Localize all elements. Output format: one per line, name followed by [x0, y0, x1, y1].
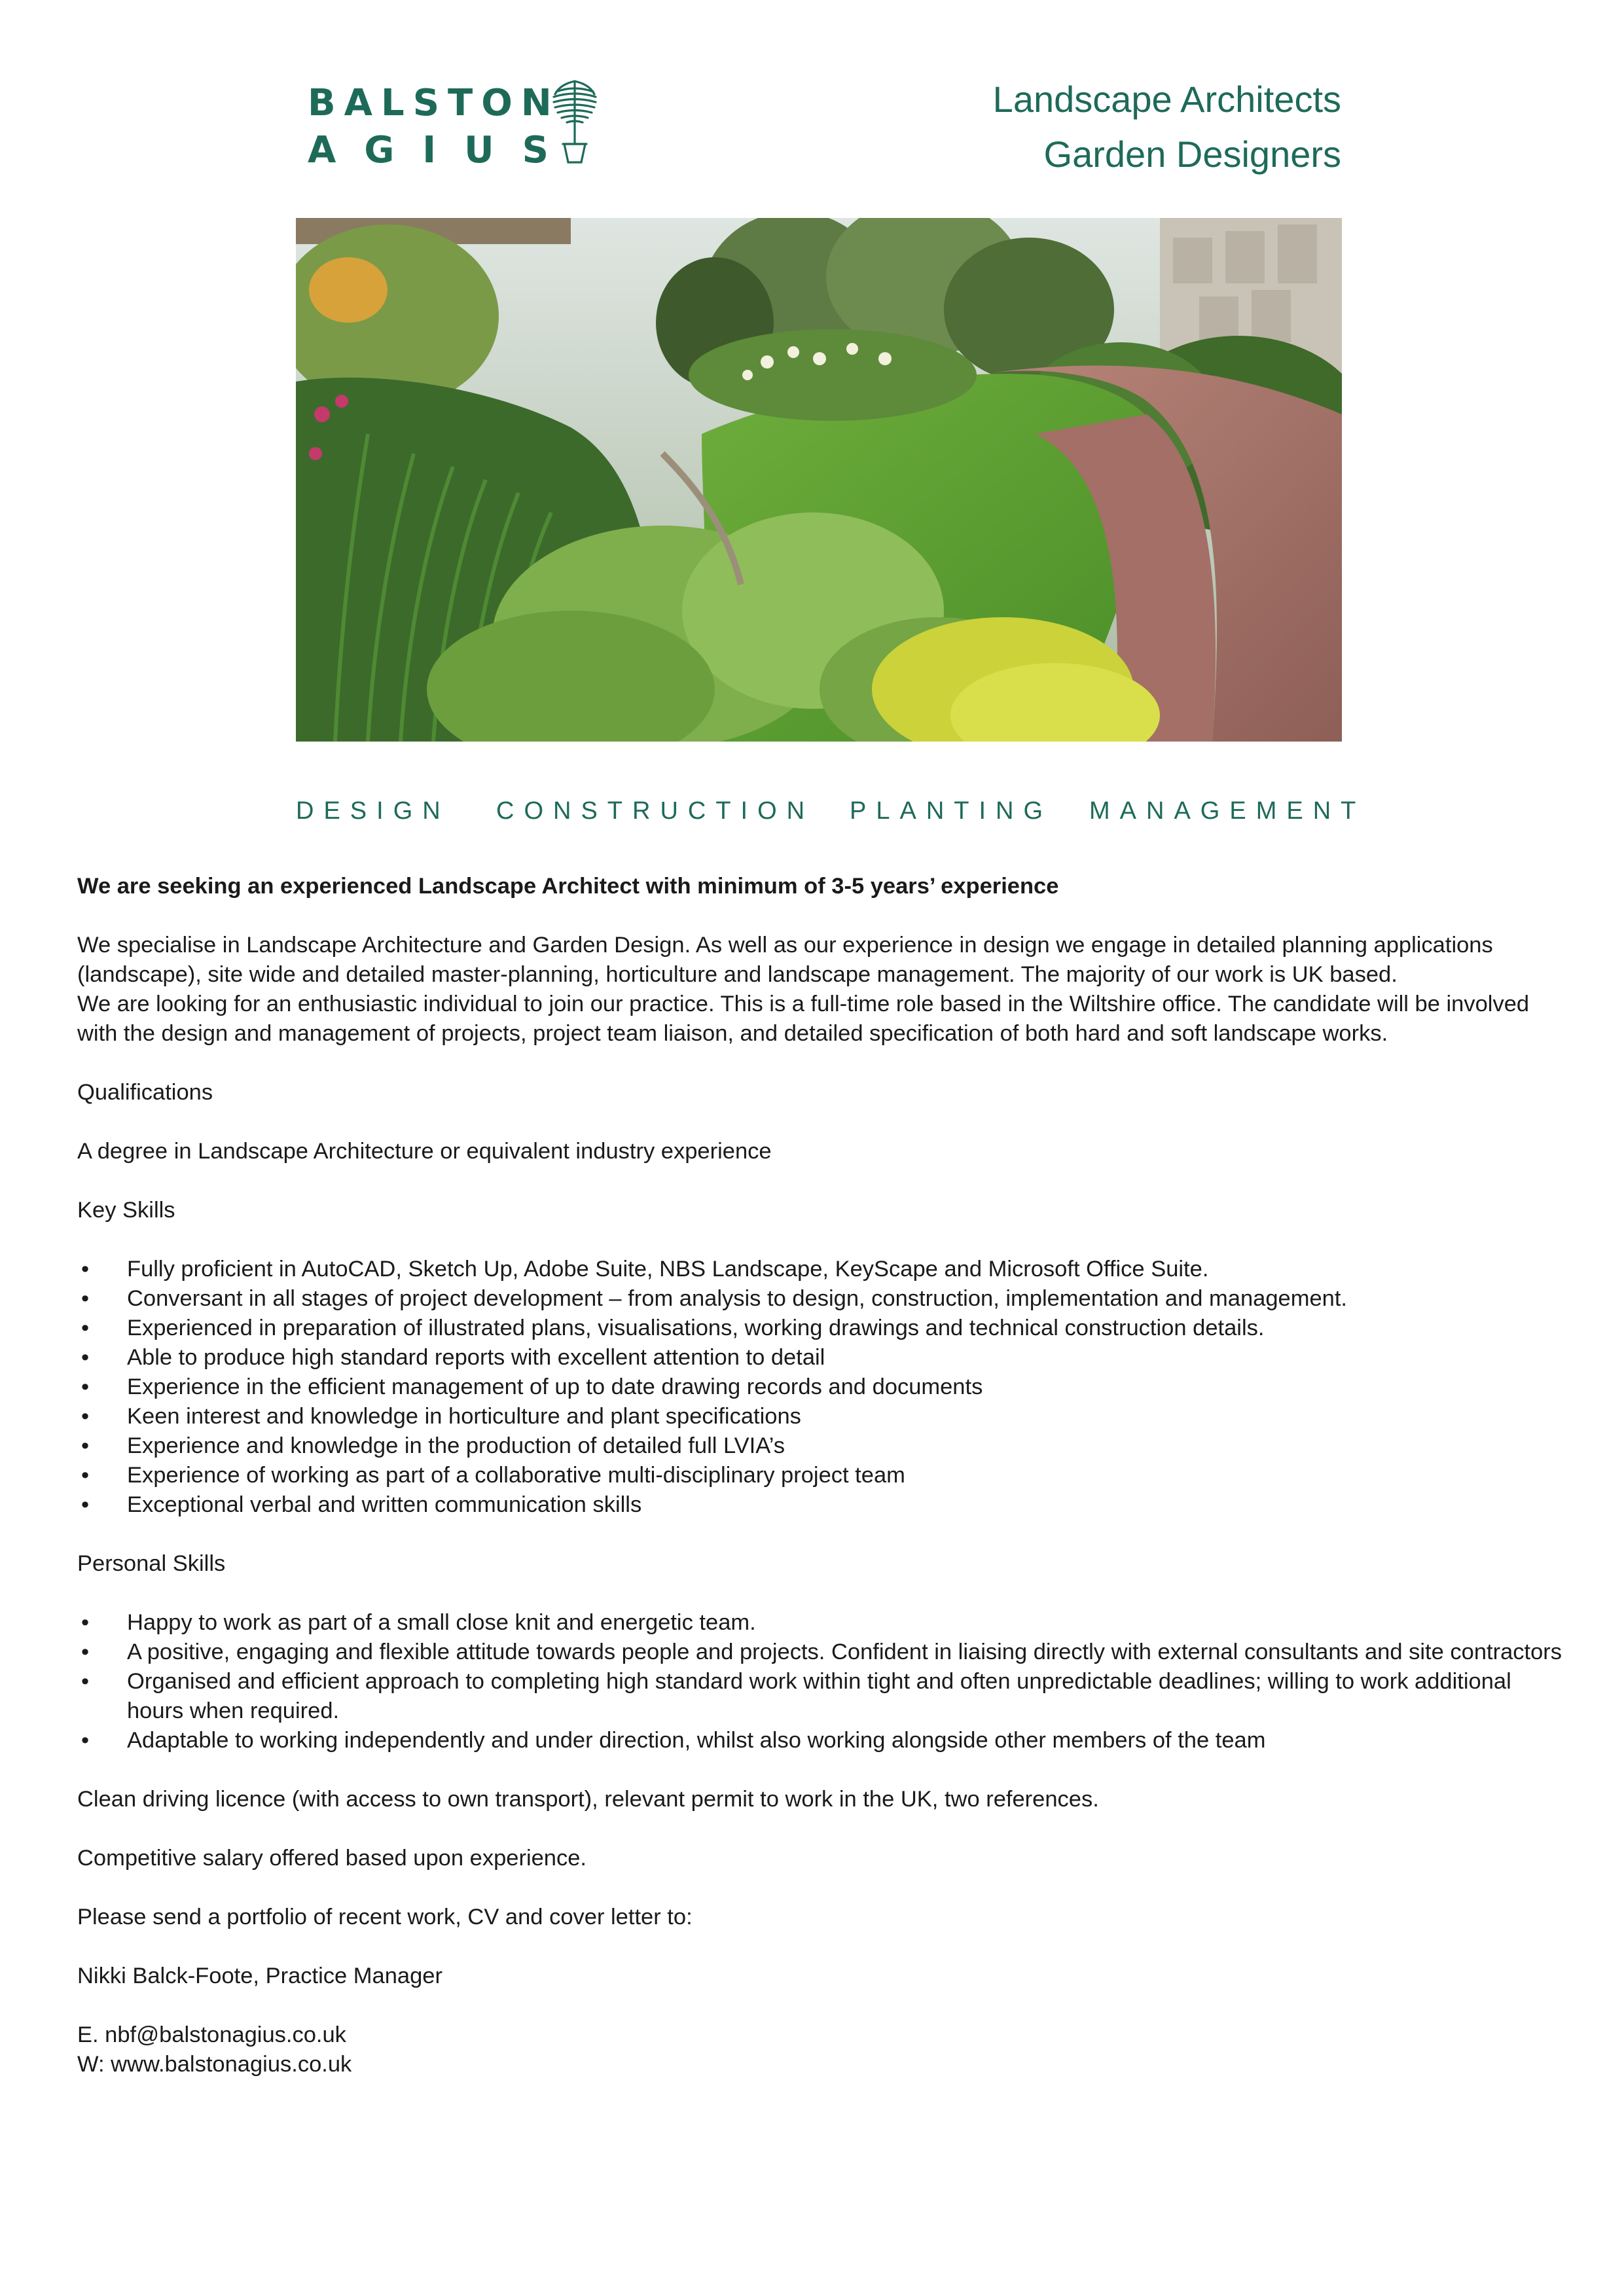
personal-skills-title: Personal Skills	[77, 1551, 226, 1576]
intro-paragraph-2: We are looking for an enthusiastic individual to join our practice. This is a full-time role based in the Wiltshire office. The candidate will be involved with the design and management of projects, project team liaison, and detailed specification of both hard and soft landscape works.	[77, 992, 1530, 1046]
service-construction: CONSTRUCTION	[496, 797, 815, 825]
key-skills-list	[77, 1255, 1563, 1520]
tagline-landscape-architects: Landscape Architects	[992, 79, 1341, 120]
tagline	[993, 72, 1341, 182]
service-management: MANAGEMENT	[1089, 797, 1366, 825]
garden-photo	[296, 218, 1342, 742]
list-item: • Adaptable to working independently and under direction, whilst also working alongside other members of the team	[81, 1728, 1266, 1753]
list-item: • Happy to work as part of a small close knit and energetic team.	[81, 1610, 756, 1635]
list-item: • Experienced in preparation of illustrated plans, visualisations, working drawings and technical construction details.	[81, 1316, 1265, 1340]
key-skills-title: Key Skills	[77, 1198, 175, 1223]
company-logo	[308, 79, 609, 170]
garden-photo-illustration	[296, 218, 1342, 742]
send-instructions: Please send a portfolio of recent work, CV and cover letter to:	[77, 1905, 693, 1929]
service-planting: PLANTING	[850, 797, 1053, 825]
qualifications-text: A degree in Landscape Architecture or equivalent industry experience	[77, 1139, 772, 1164]
logo-word-agius: AGIUS	[308, 129, 577, 171]
qualifications-title: Qualifications	[77, 1080, 213, 1105]
service-design: DESIGN	[296, 797, 450, 825]
list-item: • Able to produce high standard reports with excellent attention to detail	[81, 1345, 825, 1370]
contact-name: Nikki Balck-Foote, Practice Manager	[77, 1964, 442, 1988]
headline: We are seeking an experienced Landscape Architect with minimum of 3-5 years’ experience	[77, 874, 1059, 899]
services-band	[296, 797, 1366, 830]
list-item: • Experience of working as part of a collaborative multi-disciplinary project team	[81, 1463, 905, 1488]
list-item: • A positive, engaging and flexible attitude towards people and projects. Confident in liaising directly with external consultants and site contractors	[81, 1640, 1562, 1664]
list-item: • Organised and efficient approach to completing high standard work within tight and often unpredictable deadlines; willing to work additional hours when required.	[81, 1669, 1511, 1723]
list-item: • Exceptional verbal and written communication skills	[81, 1492, 642, 1517]
topiary-tree-in-pot-icon	[549, 79, 601, 167]
intro-paragraph-1: We specialise in Landscape Architecture and Garden Design. As well as our experience in design we engage in detailed planning applications (landscape), site wide and detailed master-planning, horticulture and landscape management. The majority of our work is UK based.	[77, 933, 1493, 987]
personal-skills-list	[77, 1608, 1563, 1755]
list-item: • Experience in the efficient management of up to date drawing records and documents	[81, 1374, 983, 1399]
logo-word-balston: BALSTON	[308, 82, 560, 124]
contact-email: E. nbf@balstonagius.co.uk	[77, 2022, 346, 2047]
list-item: • Experience and knowledge in the production of detailed full LVIA’s	[81, 1433, 785, 1458]
salary-text: Competitive salary offered based upon experience.	[77, 1846, 587, 1871]
list-item: • Keen interest and knowledge in horticulture and plant specifications	[81, 1404, 801, 1429]
list-item: • Conversant in all stages of project development – from analysis to design, construction, implementation and management.	[81, 1286, 1348, 1311]
tagline-garden-designers: Garden Designers	[1043, 134, 1341, 175]
list-item: • Fully proficient in AutoCAD, Sketch Up, Adobe Suite, NBS Landscape, KeyScape and Microsoft Office Suite.	[81, 1257, 1209, 1282]
contact-website: W: www.balstonagius.co.uk	[77, 2052, 352, 2077]
job-advert-body	[77, 872, 1563, 2079]
licence-requirement: Clean driving licence (with access to own transport), relevant permit to work in the UK, two references.	[77, 1787, 1099, 1812]
